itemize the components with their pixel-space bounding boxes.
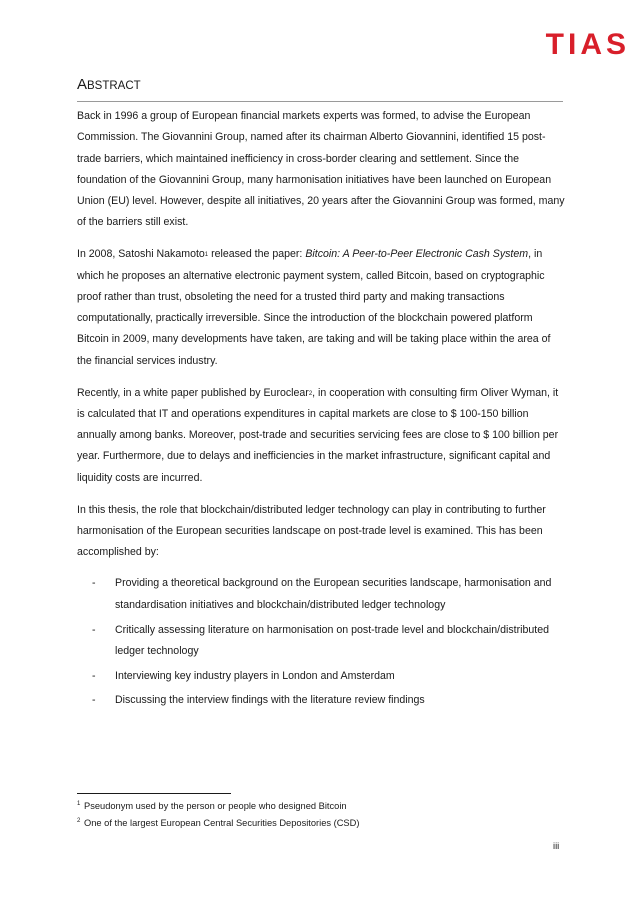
paragraph-1: Back in 1996 a group of European financial markets experts was formed, to advise the European Commission. The Giovannini Group, named after its chairman Alberto Giovannini, identified 15 post-trade barriers, which maintained inefficiency in cross-border clearing and settlement. Since the foundation of the Giovannini Group, many harmonisation initiatives have been launched on European Union (EU) level. However, despite all initiatives, 20 years after the Giovannini Group was formed, many of the barriers still exist. [77,110,565,229]
paragraph-4: In this thesis, the role that blockchain/distributed ledger technology can play in contributing to further harmonisation of the European securities landscape on post-trade level is examined. This has been accomplished by: [77,503,546,559]
page-title [77,76,141,93]
tias-logo: TIAS [545,28,630,61]
footnote-2: 2 One of the largest European Central Securities Depositories (CSD) [77,817,360,828]
method-list [77,573,565,711]
list-item: - Critically assessing literature on harmonisation on post-trade level and blockchain/distributed ledger technology [92,623,549,657]
heading-rest: BSTRACT [87,80,141,92]
paragraph-2: In 2008, Satoshi Nakamoto$^1$ released the paper: Bitcoin: A Peer-to-Peer Electronic Cash System, in which he proposes an alternative electronic payment system, called Bitcoin, based on cryptographic proof rather than trust, obsoleting the need for a trusted third party and making transactions computationally, practically irreversible. Since the introduction of the blockchain powered platform Bitcoin in 2009, many developments have taken, are taking and will be taking place within the area of the financial services industry. [77,248,551,367]
heading-divider [77,101,563,102]
abstract-body [77,106,565,715]
page-number: iii [553,841,560,851]
list-item: - Discussing the interview findings with the literature review findings [92,694,425,707]
footnote-ref-1: 1 [204,252,209,259]
footnote-1: 1 Pseudonym used by the person or people who designed Bitcoin [77,801,347,811]
list-item: - Interviewing key industry players in London and Amsterdam [92,669,395,682]
paragraph-3: Recently, in a white paper published by Euroclear$^2$, in cooperation with consulting firm Oliver Wyman, it is calculated that IT and operations expenditures in capital markets are close to $ 100-150 billion annually among banks. Moreover, post-trade and securities servicing fees are close to $ 100 billion per year. Furthermore, due to delays and inefficiencies in the market infrastructure, significant capital and liquidity costs are incurred. [77,386,559,484]
list-item: - Providing a theoretical background on the European securities landscape, harmonisation and standardisation initiatives and blockchain/distributed ledger technology [92,577,552,611]
paper-title: Bitcoin: A Peer-to-Peer Electronic Cash System [305,248,529,261]
heading-initial: A [77,76,88,93]
footnote-ref-2: 2 [308,390,313,397]
footnote-divider [77,793,231,794]
footnotes [77,798,565,831]
